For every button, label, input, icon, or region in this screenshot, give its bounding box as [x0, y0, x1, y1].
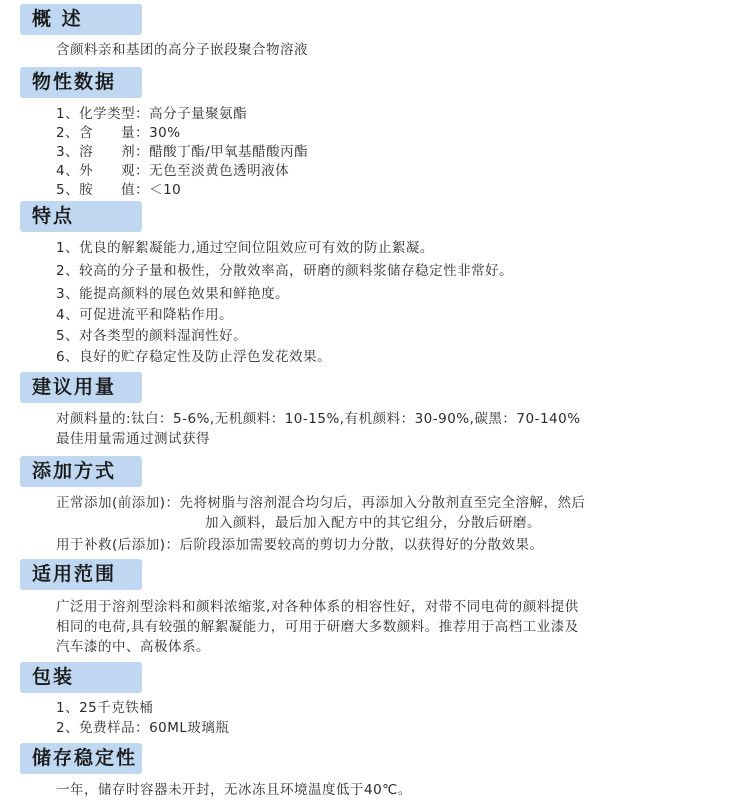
feature-item: 2、较高的分子量和极性，分散效率高，研磨的颜料浆储存稳定性非常好。 — [56, 263, 514, 279]
section-header-packaging — [20, 662, 142, 693]
section-title-packaging: 包装 — [32, 666, 75, 688]
property-item: 2、含 量：30% — [56, 125, 181, 141]
section-title-scope: 适用范围 — [32, 563, 117, 585]
section-title-dosage: 建议用量 — [32, 376, 117, 398]
section-header-dosage — [20, 372, 142, 403]
dosage-line: 对颜料量的:钛白：5-6%,无机颜料：10-15%,有机颜料：30-90%,碳黑：70-140% — [56, 411, 581, 427]
feature-item: 3、能提高颜料的展色效果和鲜艳度。 — [56, 286, 290, 302]
property-item: 3、溶 剂：醋酸丁酯/甲氧基醋酸丙酯 — [56, 144, 309, 160]
dosage-line: 最佳用量需通过测试获得 — [56, 431, 210, 447]
packaging-item: 2、免费样品：60ML玻璃瓶 — [56, 720, 230, 736]
property-item: 5、胺 值：＜10 — [56, 182, 182, 198]
section-title-overview: 概 述 — [32, 8, 83, 30]
scope-line: 汽车漆的中、高极体系。 — [56, 639, 210, 655]
scope-line: 相同的电荷,具有较强的解絮凝能力，可用于研磨大多数颜料。推荐用于高档工业漆及 — [56, 619, 579, 635]
section-header-method — [20, 456, 142, 487]
storage-text: 一年，储存时容器未开封，无冰冻且环境温度低于40℃。 — [56, 782, 412, 798]
feature-item: 4、可促进流平和降粘作用。 — [56, 307, 234, 323]
section-header-features — [20, 201, 142, 232]
section-title-features: 特点 — [32, 205, 75, 227]
method-normal-line: 正常添加(前添加)：先将树脂与溶剂混合均匀后，再添加入分散剂直至完全溶解，然后 — [56, 495, 586, 511]
property-item: 1、化学类型：高分子量聚氨酯 — [56, 106, 248, 122]
overview-text: 含颜料亲和基团的高分子嵌段聚合物溶液 — [56, 42, 308, 58]
section-title-method: 添加方式 — [32, 460, 117, 482]
section-header-scope — [20, 559, 142, 590]
feature-item: 1、优良的解絮凝能力,通过空间位阻效应可有效的防止絮凝。 — [56, 240, 434, 256]
section-title-storage: 储存稳定性 — [32, 747, 138, 769]
property-item: 4、外 观：无色至淡黄色透明液体 — [56, 163, 290, 179]
method-normal-line-continued: 加入颜料，最后加入配方中的其它组分，分散后研磨。 — [205, 515, 541, 531]
packaging-item: 1、25千克铁桶 — [56, 700, 154, 716]
feature-item: 5、对各类型的颜料湿润性好。 — [56, 328, 248, 344]
feature-item: 6、良好的贮存稳定性及防止浮色发花效果。 — [56, 349, 332, 365]
section-header-properties — [20, 67, 142, 98]
section-header-storage — [20, 743, 142, 774]
method-rescue-line: 用于补救(后添加)：后阶段添加需要较高的剪切力分散，以获得好的分散效果。 — [56, 537, 544, 553]
section-header-overview — [20, 4, 142, 35]
scope-line: 广泛用于溶剂型涂料和颜料浓缩浆,对各种体系的相容性好，对带不同电荷的颜料提供 — [56, 599, 579, 615]
section-title-properties: 物性数据 — [32, 71, 117, 93]
